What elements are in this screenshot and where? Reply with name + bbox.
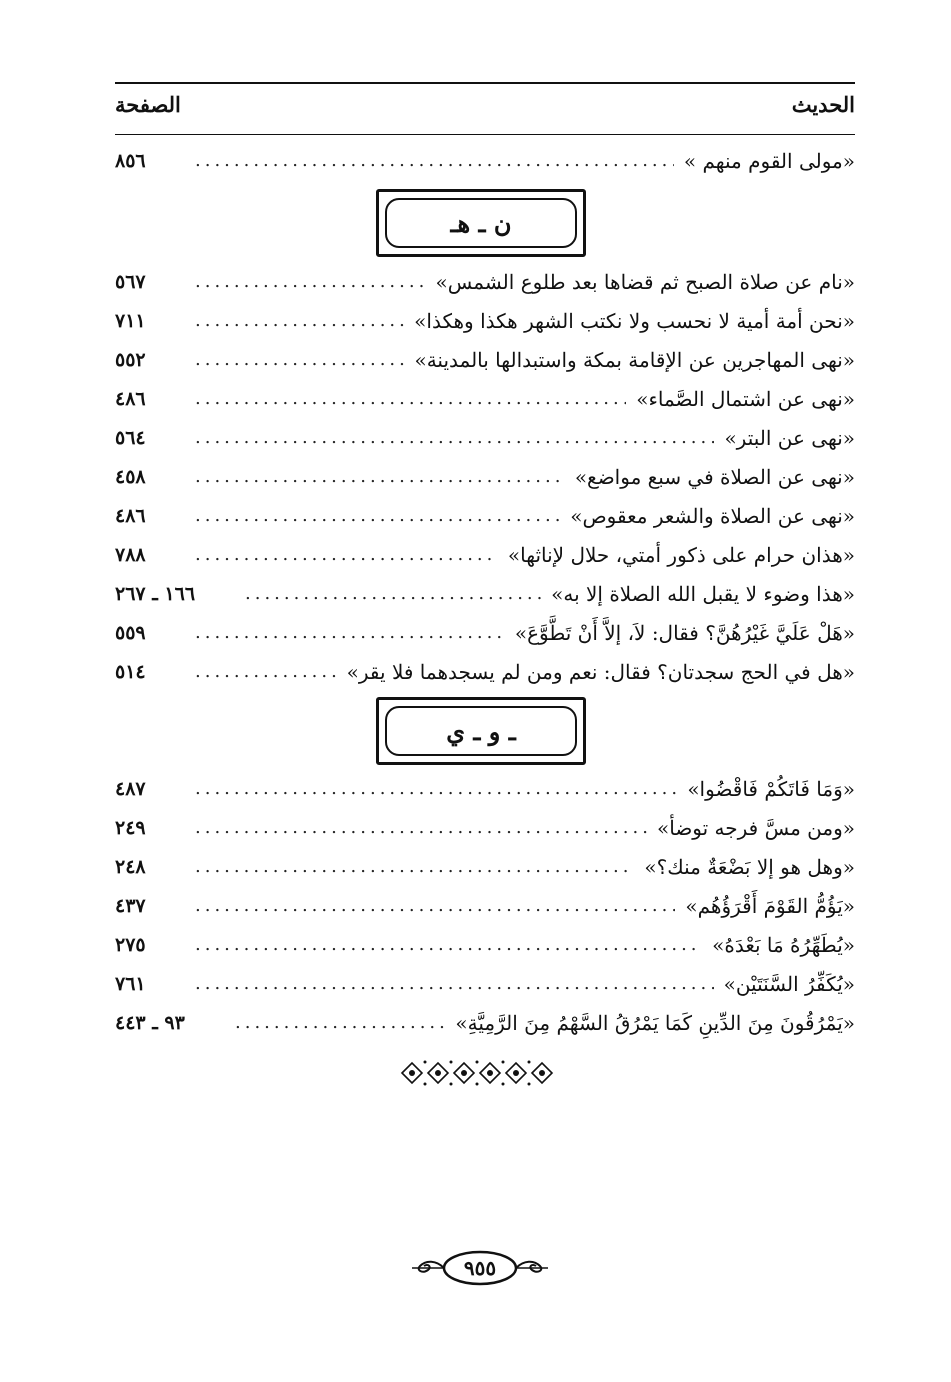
hadith-text: «ومن مسَّ فرجه توضأ»: [656, 816, 855, 840]
list-item: [115, 1006, 855, 1040]
list-item: [115, 421, 855, 455]
list-item: [115, 265, 855, 299]
leader-dots: [195, 659, 337, 685]
page-ref: ٤٨٦: [115, 388, 146, 410]
hadith-text: «يُكَفِّرُ السَّنَتَيْن»: [723, 972, 855, 996]
page-ref: ٤٣٧: [115, 895, 146, 917]
section-heading-box: [376, 189, 586, 257]
page-ref: ٥١٤: [115, 661, 146, 683]
hadith-text: «نهى عن الصلاة في سبع مواضع»: [574, 465, 855, 489]
leader-dots: [195, 971, 714, 997]
page-ref: ١٦٦ ـ ٢٦٧: [115, 583, 196, 605]
list-item: [115, 144, 855, 178]
hadith-text: «نحن أمة أمية لا نحسب ولا نكتب الشهر هكذا وهكذا»: [414, 309, 855, 333]
hadith-text: «نهى عن الصلاة والشعر معقوص»: [570, 504, 855, 528]
leader-dots: [195, 776, 677, 802]
page-ref: ٢٧٥: [115, 934, 146, 956]
page-ref: ٢٤٨: [115, 856, 146, 878]
hadith-text: «هذا وضوء لا يقبل الله الصلاة إلا به»: [551, 582, 855, 606]
leader-dots: [195, 542, 498, 568]
list-item: [115, 889, 855, 923]
page-ref: ٨٥٦: [115, 150, 146, 172]
hadith-text: «يَؤُمُّ القَوْمَ أَقْرَؤُهُم»: [685, 894, 855, 918]
leader-dots: [195, 464, 565, 490]
leader-dots: [195, 815, 647, 841]
list-item: [115, 343, 855, 377]
section-heading: ن ـ هـ: [385, 198, 577, 248]
page-ref: ٤٨٧: [115, 778, 146, 800]
page-ref: ٥٦٤: [115, 427, 146, 449]
list-item: [115, 850, 855, 884]
leader-dots: [195, 347, 404, 373]
hadith-text: «وَمَا فَاتَكُمْ فَاقْضُوا»: [687, 777, 855, 801]
leader-dots: [195, 932, 702, 958]
hadith-text: «يُطَهِّرُهُ مَا بَعْدَهُ»: [712, 933, 855, 957]
hadith-text: «مولى القوم منهم »: [683, 149, 855, 173]
hadith-text: «نهى المهاجرين عن الإقامة بمكة واستبدالها بالمدينة»: [414, 348, 855, 372]
leader-dots: [195, 386, 626, 412]
page-ref: ٧٦١: [115, 973, 146, 995]
list-item: [115, 928, 855, 962]
leader-dots: [195, 620, 505, 646]
page-ref: ٤٨٦: [115, 505, 146, 527]
hadith-text: «هذان حرام على ذكور أمتي، حلال لإناثها»: [507, 543, 855, 567]
ornament-divider-icon: [398, 1058, 564, 1088]
hadith-text: «هَلْ عَلَيَّ غَيْرُهُنَّ؟ فقال: لاَ، إلاَّ أَنْ تَطَّوَّعَ»: [514, 621, 855, 645]
list-item: [115, 655, 855, 689]
list-item: [115, 811, 855, 845]
leader-dots: [195, 308, 404, 334]
hadith-text: «نهى عن البتر»: [724, 426, 855, 450]
hadith-text: «وهل هو إلا بَضْعَةٌ منك؟»: [644, 855, 855, 879]
page-number-frame: [410, 1248, 550, 1288]
hadith-text: «هل في الحج سجدتان؟ فقال: نعم ومن لم يسجدهما فلا يقر»: [346, 660, 855, 684]
page-column-header: الصفحة: [115, 92, 181, 117]
page-ref: ٥٥٢: [115, 349, 146, 371]
leader-dots: [195, 425, 714, 451]
list-item: [115, 577, 855, 611]
leader-dots: [235, 1010, 445, 1036]
list-item: [115, 538, 855, 572]
leader-dots: [195, 893, 675, 919]
page-ref: ٧١١: [115, 310, 146, 332]
page-ref: ٥٦٧: [115, 271, 146, 293]
list-item: [115, 304, 855, 338]
list-item: [115, 967, 855, 1001]
table-header: [115, 82, 855, 135]
leader-dots: [195, 148, 674, 174]
page-number: ٩٥٥: [463, 1256, 497, 1280]
list-item: [115, 460, 855, 494]
section-heading: ـ و ـ ي: [385, 706, 577, 756]
hadith-text: «نهى عن اشتمال الصَّماء»: [636, 387, 855, 411]
hadith-text: «يَمْرُقُونَ مِنَ الدِّينِ كَمَا يَمْرُقُ السَّهْمُ مِنَ الرَّمِيَّةِ»: [455, 1011, 855, 1035]
list-item: [115, 382, 855, 416]
hadith-column-header: الحديث: [791, 92, 855, 117]
leader-dots: [195, 854, 634, 880]
page-ref: ٩٣ ـ ٤٤٣: [115, 1012, 185, 1034]
leader-dots: [245, 581, 541, 607]
page-ref: ٤٥٨: [115, 466, 146, 488]
section-heading-box: [376, 697, 586, 765]
page-ref: ٥٥٩: [115, 622, 146, 644]
page-ref: ٧٨٨: [115, 544, 146, 566]
hadith-text: «نام عن صلاة الصبح ثم قضاها بعد طلوع الشمس»: [435, 270, 855, 294]
list-item: [115, 772, 855, 806]
leader-dots: [195, 269, 426, 295]
page-ref: ٢٤٩: [115, 817, 146, 839]
leader-dots: [195, 503, 560, 529]
list-item: [115, 616, 855, 650]
list-item: [115, 499, 855, 533]
